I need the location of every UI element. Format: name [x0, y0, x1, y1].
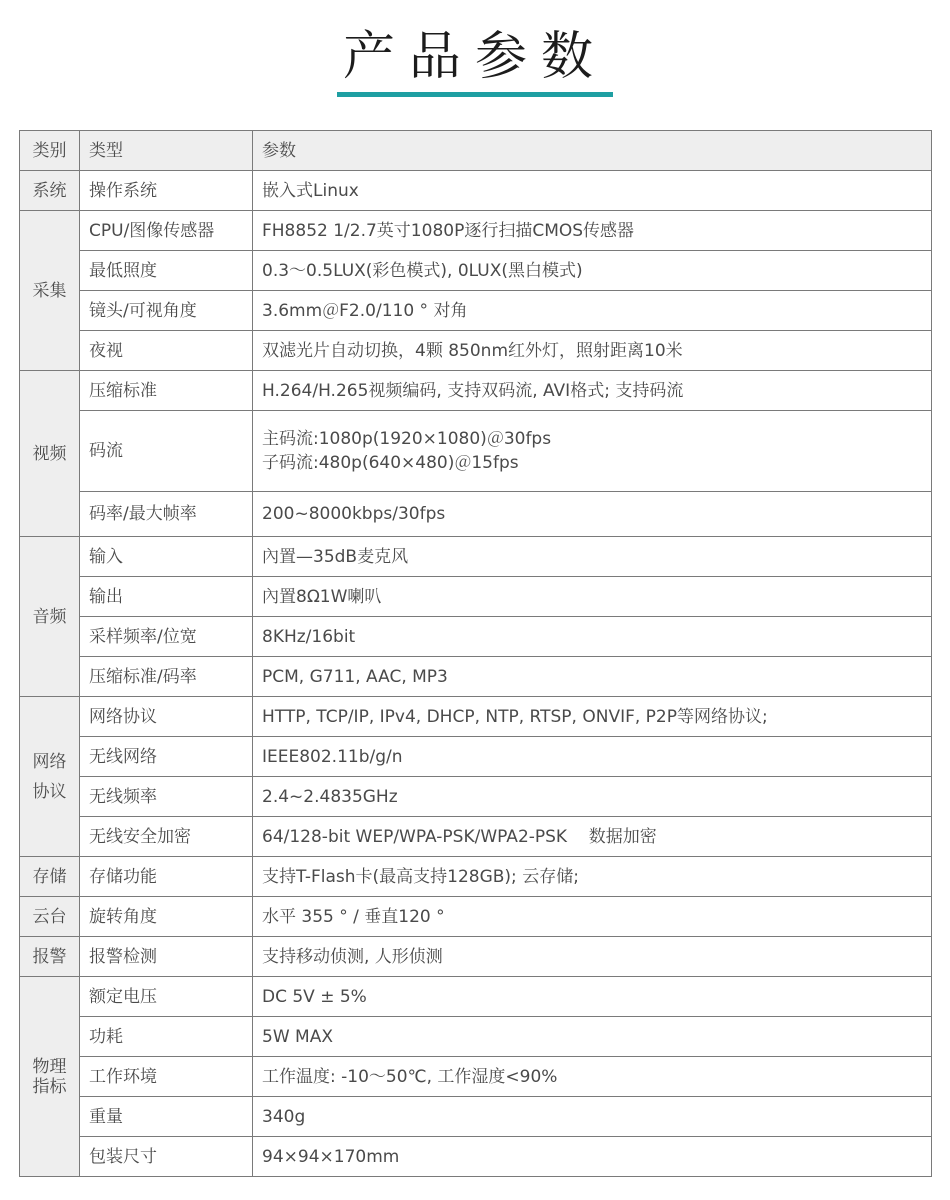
header-params: 参数 [253, 131, 932, 171]
category-line-2: 协议 [32, 781, 67, 802]
value-cell: 8KHz/16bit [253, 617, 932, 657]
value-cell: 5W MAX [253, 1017, 932, 1057]
sub-stream-text: 子码流:480p(640×480)＠15fps [262, 453, 519, 473]
type-cell: 额定电压 [80, 977, 253, 1017]
type-cell: 镜头/可视角度 [80, 291, 253, 331]
value-cell [253, 411, 932, 492]
value-cell: HTTP, TCP/IP, IPv4, DHCP, NTP, RTSP, ONVIF, P2P等网络协议; [253, 697, 932, 737]
type-cell: 包装尺寸 [80, 1137, 253, 1177]
category-cell: 采集 [20, 211, 80, 371]
main-stream-text: 主码流:1080p(1920×1080)＠30fps [262, 429, 552, 449]
table-header-row [20, 131, 932, 171]
type-cell: 操作系统 [80, 171, 253, 211]
type-cell: 最低照度 [80, 251, 253, 291]
category-cell: 音频 [20, 537, 80, 697]
category-cell: 视频 [20, 371, 80, 537]
type-cell: 压缩标准 [80, 371, 253, 411]
table-row [20, 537, 932, 577]
table-row [20, 371, 932, 411]
table-row [20, 897, 932, 937]
type-cell: 夜视 [80, 331, 253, 371]
table-row [20, 577, 932, 617]
value-cell: PCM, G711, AAC, MP3 [253, 657, 932, 697]
value-cell: 双滤光片自动切换，4颗 850nm红外灯，照射距离10米 [253, 331, 932, 371]
type-cell: 存储功能 [80, 857, 253, 897]
type-cell: 工作环境 [80, 1057, 253, 1097]
type-cell: 报警检测 [80, 937, 253, 977]
table-row [20, 857, 932, 897]
table-row [20, 211, 932, 251]
type-cell: 重量 [80, 1097, 253, 1137]
value-cell: 64/128-bit WEP/WPA-PSK/WPA2-PSK 数据加密 [253, 817, 932, 857]
value-cell: FH8852 1/2.7英寸1080P逐行扫描CMOS传感器 [253, 211, 932, 251]
value-cell: 支持移动侦测, 人形侦测 [253, 937, 932, 977]
value-cell: 200~8000kbps/30fps [253, 492, 932, 537]
table-row [20, 937, 932, 977]
table-row [20, 817, 932, 857]
value-cell: 嵌入式Linux [253, 171, 932, 211]
table-row [20, 1137, 932, 1177]
category-cell: 云台 [20, 897, 80, 937]
table-row [20, 1057, 932, 1097]
value-cell: 340g [253, 1097, 932, 1137]
table-row [20, 777, 932, 817]
spec-table [19, 130, 932, 1177]
value-cell: 內置8Ω1W喇叭 [253, 577, 932, 617]
type-cell: 网络协议 [80, 697, 253, 737]
category-cell [20, 697, 80, 857]
category-line-1: 网络 [32, 751, 67, 772]
type-cell: 码流 [80, 411, 253, 492]
value-cell: 0.3～0.5LUX(彩色模式), 0LUX(黑白模式) [253, 251, 932, 291]
table-row [20, 331, 932, 371]
category-cell: 存储 [20, 857, 80, 897]
type-cell: 输入 [80, 537, 253, 577]
type-cell: 输出 [80, 577, 253, 617]
value-cell: 支持T-Flash卡(最高支持128GB); 云存储; [253, 857, 932, 897]
type-cell: 功耗 [80, 1017, 253, 1057]
type-cell: 无线频率 [80, 777, 253, 817]
header-type: 类型 [80, 131, 253, 171]
value-cell: 3.6mm＠F2.0/110 ° 对角 [253, 291, 932, 331]
type-cell: 压缩标准/码率 [80, 657, 253, 697]
category-line-2: 指标 [32, 1076, 67, 1097]
table-row [20, 657, 932, 697]
table-row [20, 1097, 932, 1137]
value-cell: IEEE802.11b/g/n [253, 737, 932, 777]
type-cell: 旋转角度 [80, 897, 253, 937]
category-line-1: 物理 [32, 1056, 67, 1077]
type-cell: CPU/图像传感器 [80, 211, 253, 251]
header-category: 类别 [20, 131, 80, 171]
table-row [20, 737, 932, 777]
type-cell: 码率/最大帧率 [80, 492, 253, 537]
category-cell: 报警 [20, 937, 80, 977]
table-row [20, 977, 932, 1017]
type-cell: 采样频率/位宽 [80, 617, 253, 657]
type-cell: 无线安全加密 [80, 817, 253, 857]
value-cell: DC 5V ± 5% [253, 977, 932, 1017]
type-cell: 无线网络 [80, 737, 253, 777]
table-row [20, 492, 932, 537]
table-row [20, 411, 932, 492]
value-cell: 2.4~2.4835GHz [253, 777, 932, 817]
page-title: 产品参数 [342, 27, 607, 87]
value-cell: 內置—35dB麦克风 [253, 537, 932, 577]
table-row [20, 617, 932, 657]
value-cell: 水平 355 ° / 垂直120 ° [253, 897, 932, 937]
title-underline [337, 92, 613, 97]
category-cell [20, 977, 80, 1177]
value-cell: H.264/H.265视频编码, 支持双码流, AVI格式; 支持码流 [253, 371, 932, 411]
table-row [20, 697, 932, 737]
value-cell: 工作温度: -10～50℃, 工作湿度<90% [253, 1057, 932, 1097]
table-row [20, 291, 932, 331]
value-cell: 94×94×170mm [253, 1137, 932, 1177]
category-cell: 系统 [20, 171, 80, 211]
table-row [20, 251, 932, 291]
table-row [20, 1017, 932, 1057]
table-row [20, 171, 932, 211]
